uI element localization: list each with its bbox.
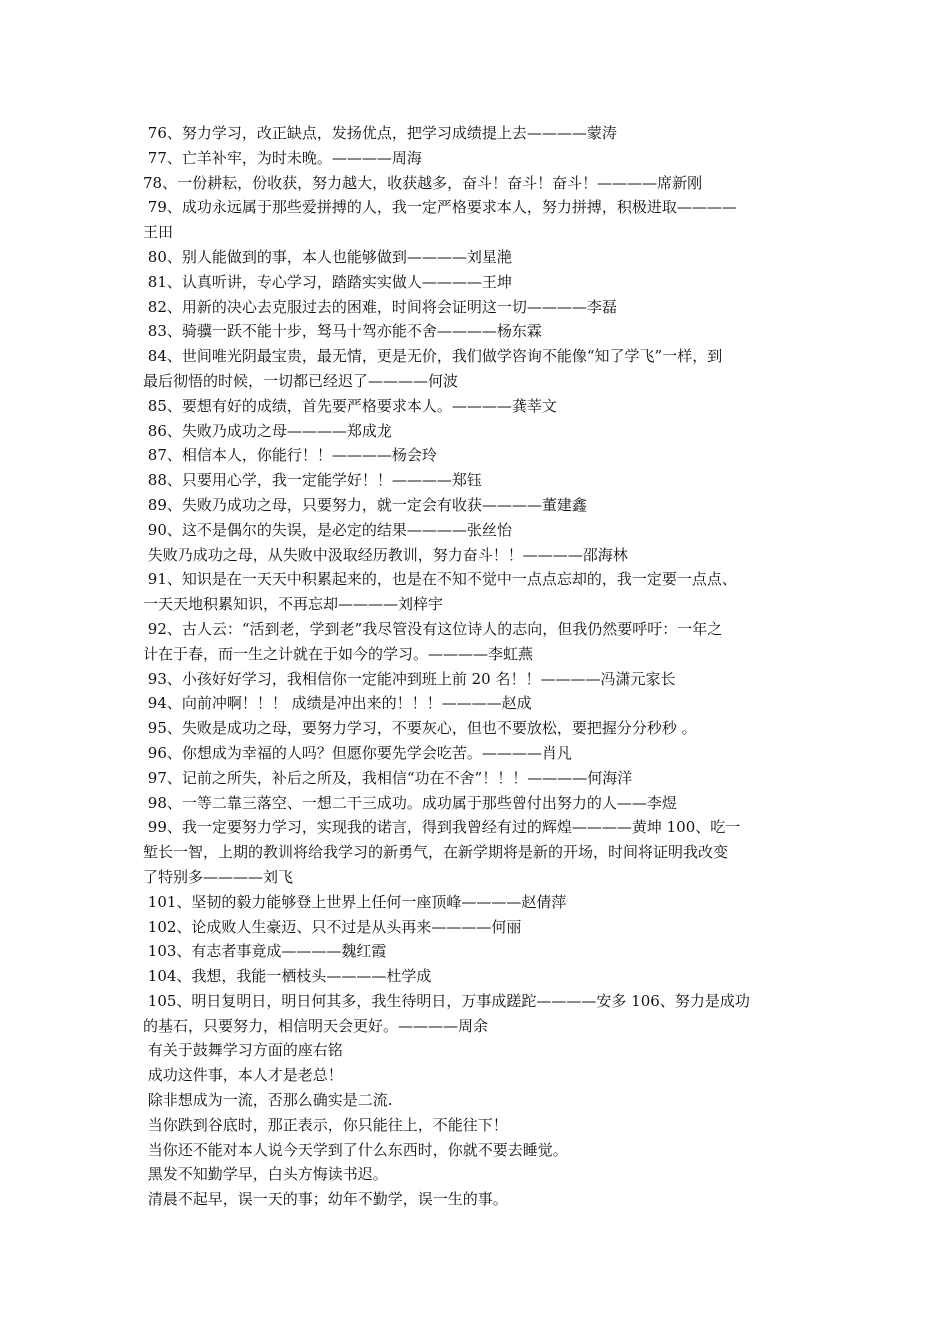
- text-line: 80、别人能做到的事，本人也能够做到————刘星滟: [143, 247, 512, 266]
- text-line: 77、亡羊补牢，为时未晚。————周海: [143, 148, 422, 167]
- text-line: 93、小孩好好学习，我相信你一定能冲到班上前 20 名！！————冯潇元家长: [143, 669, 676, 688]
- text-line: 90、这不是偶尔的失误，是必定的结果————张丝怡: [143, 520, 512, 539]
- text-line: 成功这件事，本人才是老总！: [143, 1066, 343, 1085]
- text-line: 83、骑骥一跃不能十步，驽马十驾亦能不舍————杨东霖: [143, 322, 542, 341]
- text-line: 94、向前冲啊！！！ 成绩是冲出来的！！！————赵成: [143, 694, 532, 713]
- text-line: 最后彻悟的时候，一切都已经迟了————何波: [143, 371, 459, 390]
- text-line: 96、你想成为幸福的人吗？但愿你要先学会吃苦。————肖凡: [143, 743, 572, 762]
- text-line: 104、我想，我能一栖枝头————杜学成: [143, 967, 432, 986]
- text-line: 王田: [143, 223, 174, 242]
- text-line: 84、世间唯光阴最宝贵，最无情，更是无价，我们做学咨询不能像“知了学飞”一样，到: [143, 347, 723, 366]
- text-line: 91、知识是在一天天中积累起来的，也是在不知不觉中一点点忘却的，我一定要一点点、: [143, 570, 737, 589]
- text-line: 清晨不起早，误一天的事；幼年不勤学，误一生的事。: [143, 1190, 508, 1209]
- text-line: 78、一份耕耘，份收获，努力越大，收获越多，奋斗！奋斗！奋斗！————席新刚: [143, 173, 703, 192]
- text-line: 一天天地积累知识，不再忘却————刘梓宇: [143, 595, 444, 614]
- text-line: 76、努力学习，改正缺点，发扬优点，把学习成绩提上去————蒙涛: [143, 124, 617, 142]
- text-line: 黑发不知勤学早，白头方悔读书迟。: [143, 1165, 388, 1184]
- document-body: [143, 121, 809, 1212]
- text-line: 了特别多————刘飞: [143, 867, 294, 886]
- text-line: 当你还不能对本人说今天学到了什么东西时，你就不要去睡觉。: [143, 1140, 568, 1159]
- text-line: 82、用新的决心去克服过去的困难，时间将会证明这一切————李磊: [143, 297, 617, 316]
- text-line: 85、要想有好的成绩，首先要严格要求本人。————龚莘文: [143, 396, 557, 415]
- text-line: 当你跌到谷底时，那正表示，你只能往上，不能往下！: [143, 1115, 508, 1134]
- text-line: 101、坚韧的毅力能够登上世界上任何一座顶峰————赵倩萍: [143, 892, 567, 911]
- text-line: 102、论成败人生豪迈、只不过是从头再来————何丽: [143, 917, 522, 936]
- text-line: 89、失败乃成功之母，只要努力，就一定会有收获————董建鑫: [143, 495, 587, 514]
- text-line: 计在于春，而一生之计就在于如今的学习。————李虹燕: [143, 644, 534, 663]
- text-line: 81、认真听讲，专心学习，踏踏实实做人————王坤: [143, 272, 512, 291]
- text-line: 97、记前之所失，补后之所及，我相信“功在不舍”！！！————何海洋: [143, 768, 633, 787]
- text-line: 105、明日复明日，明日何其多，我生待明日，万事成蹉跎————安多 106、努力是成功: [143, 991, 750, 1010]
- text-line: 除非想成为一流，否那么确实是二流.: [143, 1091, 393, 1110]
- text-line: 失败乃成功之母，从失败中汲取经历教训，努力奋斗！！————邵海林: [143, 545, 628, 564]
- text-line: 堑长一智，上期的教训将给我学习的新勇气，在新学期将是新的开场，时间将证明我改变: [143, 843, 729, 862]
- text-line: 有关于鼓舞学习方面的座右铭: [143, 1041, 343, 1060]
- text-line: 99、我一定要努力学习，实现我的诺言，得到我曾经有过的辉煌————黄坤 100、吃一: [143, 818, 741, 837]
- text-line: 88、只要用心学，我一定能学好！！————郑钰: [143, 471, 482, 490]
- text-line: 79、成功永远属于那些爱拼搏的人，我一定严格要求本人，努力拼搏，积极进取————: [143, 198, 737, 217]
- text-line: 95、失败是成功之母，要努力学习，不要灰心，但也不要放松，要把握分分秒秒 。: [143, 719, 697, 738]
- text-line: 86、失败乃成功之母————郑成龙: [143, 421, 392, 440]
- text-line: 87、相信本人，你能行！！————杨会玲: [143, 446, 437, 465]
- text-line: 的基石，只要努力，相信明天会更好。————周余: [143, 1016, 489, 1035]
- text-line: 103、有志者事竟成————魏红霞: [143, 942, 387, 961]
- text-line: 92、古人云：“活到老，学到老”我尽管没有这位诗人的志向，但我仍然要呼吁：一年之: [143, 619, 723, 638]
- text-line: 98、一等二靠三落空、一想二干三成功。成功属于那些曾付出努力的人——李煜: [143, 793, 677, 812]
